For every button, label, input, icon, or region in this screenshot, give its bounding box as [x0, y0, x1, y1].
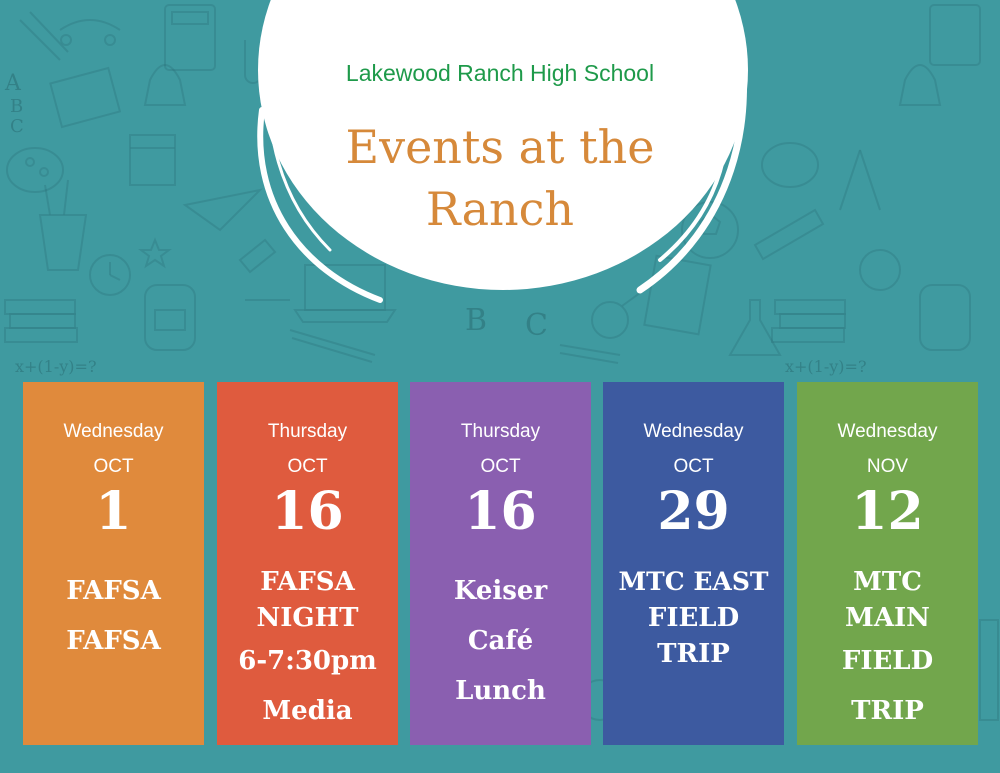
event-line: FIELD [647, 603, 740, 633]
event-line: NIGHT [256, 603, 359, 633]
event-month: OCT [93, 456, 134, 477]
event-weekday: Thursday [267, 421, 348, 442]
event-line: Lunch [455, 676, 546, 706]
doodle-letter-c: C [10, 116, 24, 137]
page-title [0, 116, 1000, 240]
event-line: FAFSA [66, 626, 161, 656]
event-weekday: Wednesday [643, 421, 744, 442]
event-day-number: 16 [271, 481, 344, 542]
event-month: OCT [673, 456, 714, 477]
event-line: MTC EAST [618, 567, 769, 596]
event-line: Media [262, 696, 353, 726]
doodle-pen-icon [290, 330, 375, 362]
doodle-letter-c-center: C [525, 308, 548, 343]
doodle-formula-left: x+(1-y)=? [15, 357, 97, 376]
event-card-oct-16-fafsa-night [217, 382, 398, 745]
school-name: Lakewood Ranch High School [345, 60, 655, 86]
doodle-letter-b: B [10, 96, 24, 117]
event-line: FAFSA [66, 576, 161, 606]
event-weekday: Wednesday [837, 421, 938, 442]
event-line: MTC [853, 567, 922, 597]
event-month: OCT [287, 456, 328, 477]
event-line: TRIP [851, 696, 924, 726]
event-weekday: Wednesday [63, 421, 164, 442]
event-card-oct-1 [23, 382, 204, 745]
event-day-number: 16 [464, 481, 537, 542]
doodle-letter-a: A [5, 71, 21, 96]
event-month: OCT [480, 456, 521, 477]
event-card-oct-16-keiser-cafe [410, 382, 591, 745]
event-line: Café [467, 626, 534, 656]
doodle-crayon-icon [560, 345, 620, 363]
event-day-number: 1 [95, 481, 132, 542]
doodle-formula-right: x+(1-y)=? [785, 357, 867, 376]
event-line: TRIP [657, 639, 730, 669]
doodle-letter-b-center: B [465, 303, 488, 338]
event-card-nov-12 [797, 382, 978, 745]
page-title-line-2: Ranch [425, 182, 575, 236]
event-line: FIELD [841, 646, 934, 676]
event-weekday: Thursday [460, 421, 541, 442]
event-day-number: 29 [657, 481, 730, 542]
event-month: NOV [866, 456, 909, 477]
event-line: 6-7:30pm [238, 646, 377, 676]
event-card-oct-29 [603, 382, 784, 745]
event-line: FAFSA [260, 567, 355, 597]
page-title-line-1: Events at the [345, 120, 655, 174]
event-line: Keiser [453, 576, 548, 606]
event-day-number: 12 [851, 481, 924, 542]
event-line: MAIN [845, 603, 930, 633]
